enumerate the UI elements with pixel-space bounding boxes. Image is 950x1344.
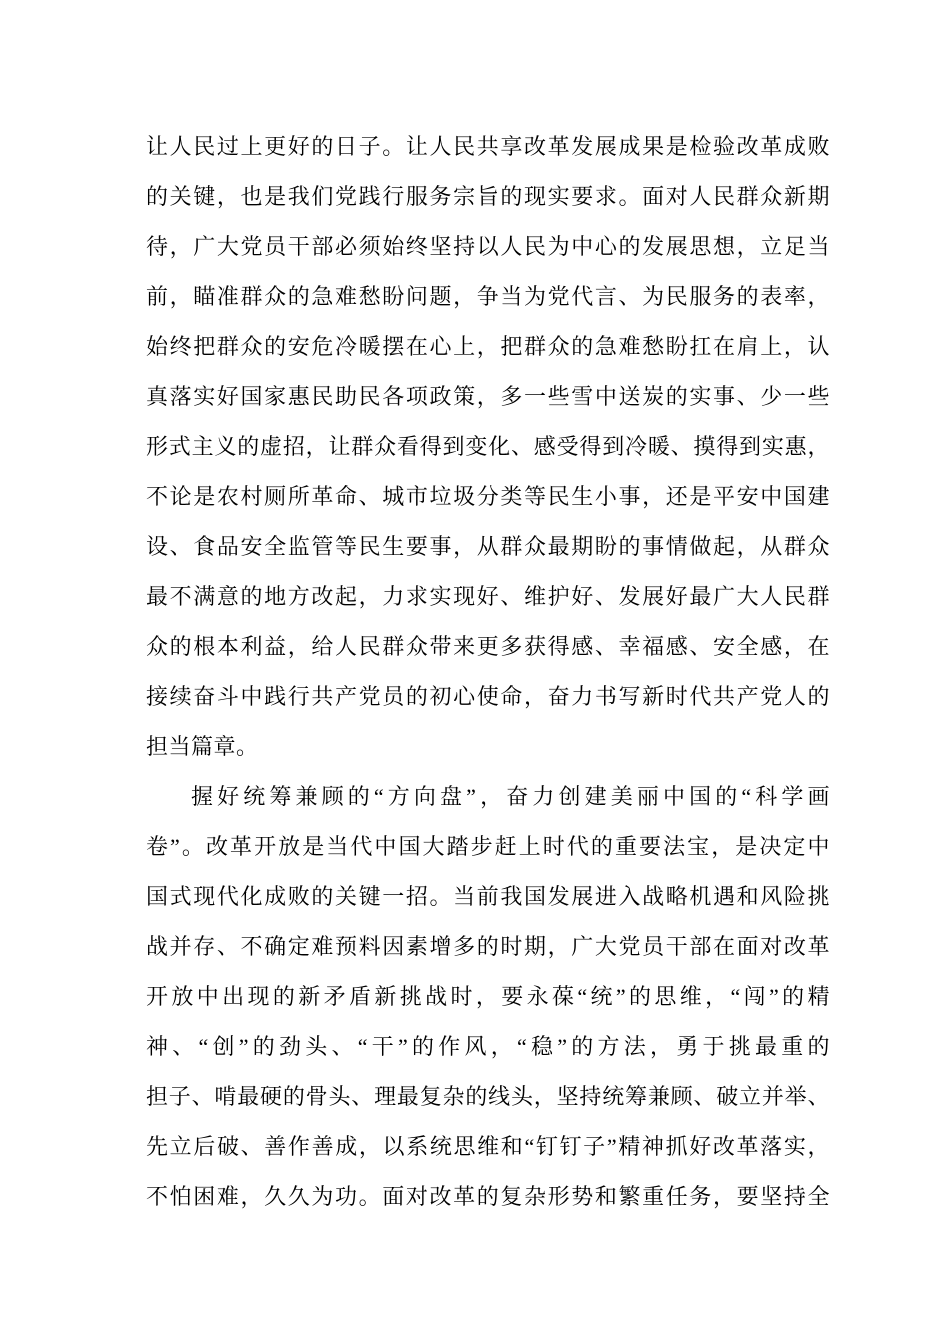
text-line: 神、“创”的劲头、“干”的作风，“稳”的方法，勇于挑最重的 xyxy=(146,1034,830,1059)
text-line: 不怕困难，久久为功。面对改革的复杂形势和繁重任务，要坚持全 xyxy=(146,1184,830,1209)
paragraph xyxy=(146,772,830,1222)
text-line: 前，瞄准群众的急难愁盼问题，争当为党代言、为民服务的表率， xyxy=(146,284,830,309)
text-line: 担当篇章。 xyxy=(146,734,259,759)
text-line: 担子、啃最硬的骨头、理最复杂的线头，坚持统筹兼顾、破立并举、 xyxy=(146,1084,830,1109)
text-line: 开放中出现的新矛盾新挑战时，要永葆“统”的思维，“闯”的精 xyxy=(146,984,830,1009)
text-line: 形式主义的虚招，让群众看得到变化、感受得到冷暖、摸得到实惠， xyxy=(146,434,830,459)
text-line: 最不满意的地方改起，力求实现好、维护好、发展好最广大人民群 xyxy=(146,584,830,609)
text-line: 众的根本利益，给人民群众带来更多获得感、幸福感、安全感，在 xyxy=(146,634,830,659)
text-line: 握好统筹兼顾的“方向盘”，奋力创建美丽中国的“科学画 xyxy=(191,784,830,809)
text-line: 国式现代化成败的关键一招。当前我国发展进入战略机遇和风险挑 xyxy=(146,884,830,909)
text-line: 始终把群众的安危冷暖摆在心上，把群众的急难愁盼扛在肩上，认 xyxy=(146,334,830,359)
text-line: 战并存、不确定难预料因素增多的时期，广大党员干部在面对改革 xyxy=(146,934,830,959)
document-body xyxy=(146,122,830,1222)
text-line: 不论是农村厕所革命、城市垃圾分类等民生小事，还是平安中国建 xyxy=(146,484,830,509)
text-line: 待，广大党员干部必须始终坚持以人民为中心的发展思想，立足当 xyxy=(146,234,830,259)
paragraph xyxy=(146,122,830,772)
text-line: 设、食品安全监管等民生要事，从群众最期盼的事情做起，从群众 xyxy=(146,534,830,559)
text-line: 接续奋斗中践行共产党员的初心使命，奋力书写新时代共产党人的 xyxy=(146,684,830,709)
text-line: 真落实好国家惠民助民各项政策，多一些雪中送炭的实事、少一些 xyxy=(146,384,830,409)
text-line: 的关键，也是我们党践行服务宗旨的现实要求。面对人民群众新期 xyxy=(146,184,830,209)
text-line: 先立后破、善作善成，以系统思维和“钉钉子”精神抓好改革落实， xyxy=(146,1134,830,1159)
text-line: 卷”。改革开放是当代中国大踏步赶上时代的重要法宝，是决定中 xyxy=(146,834,830,859)
text-line: 让人民过上更好的日子。让人民共享改革发展成果是检验改革成败 xyxy=(146,134,830,159)
